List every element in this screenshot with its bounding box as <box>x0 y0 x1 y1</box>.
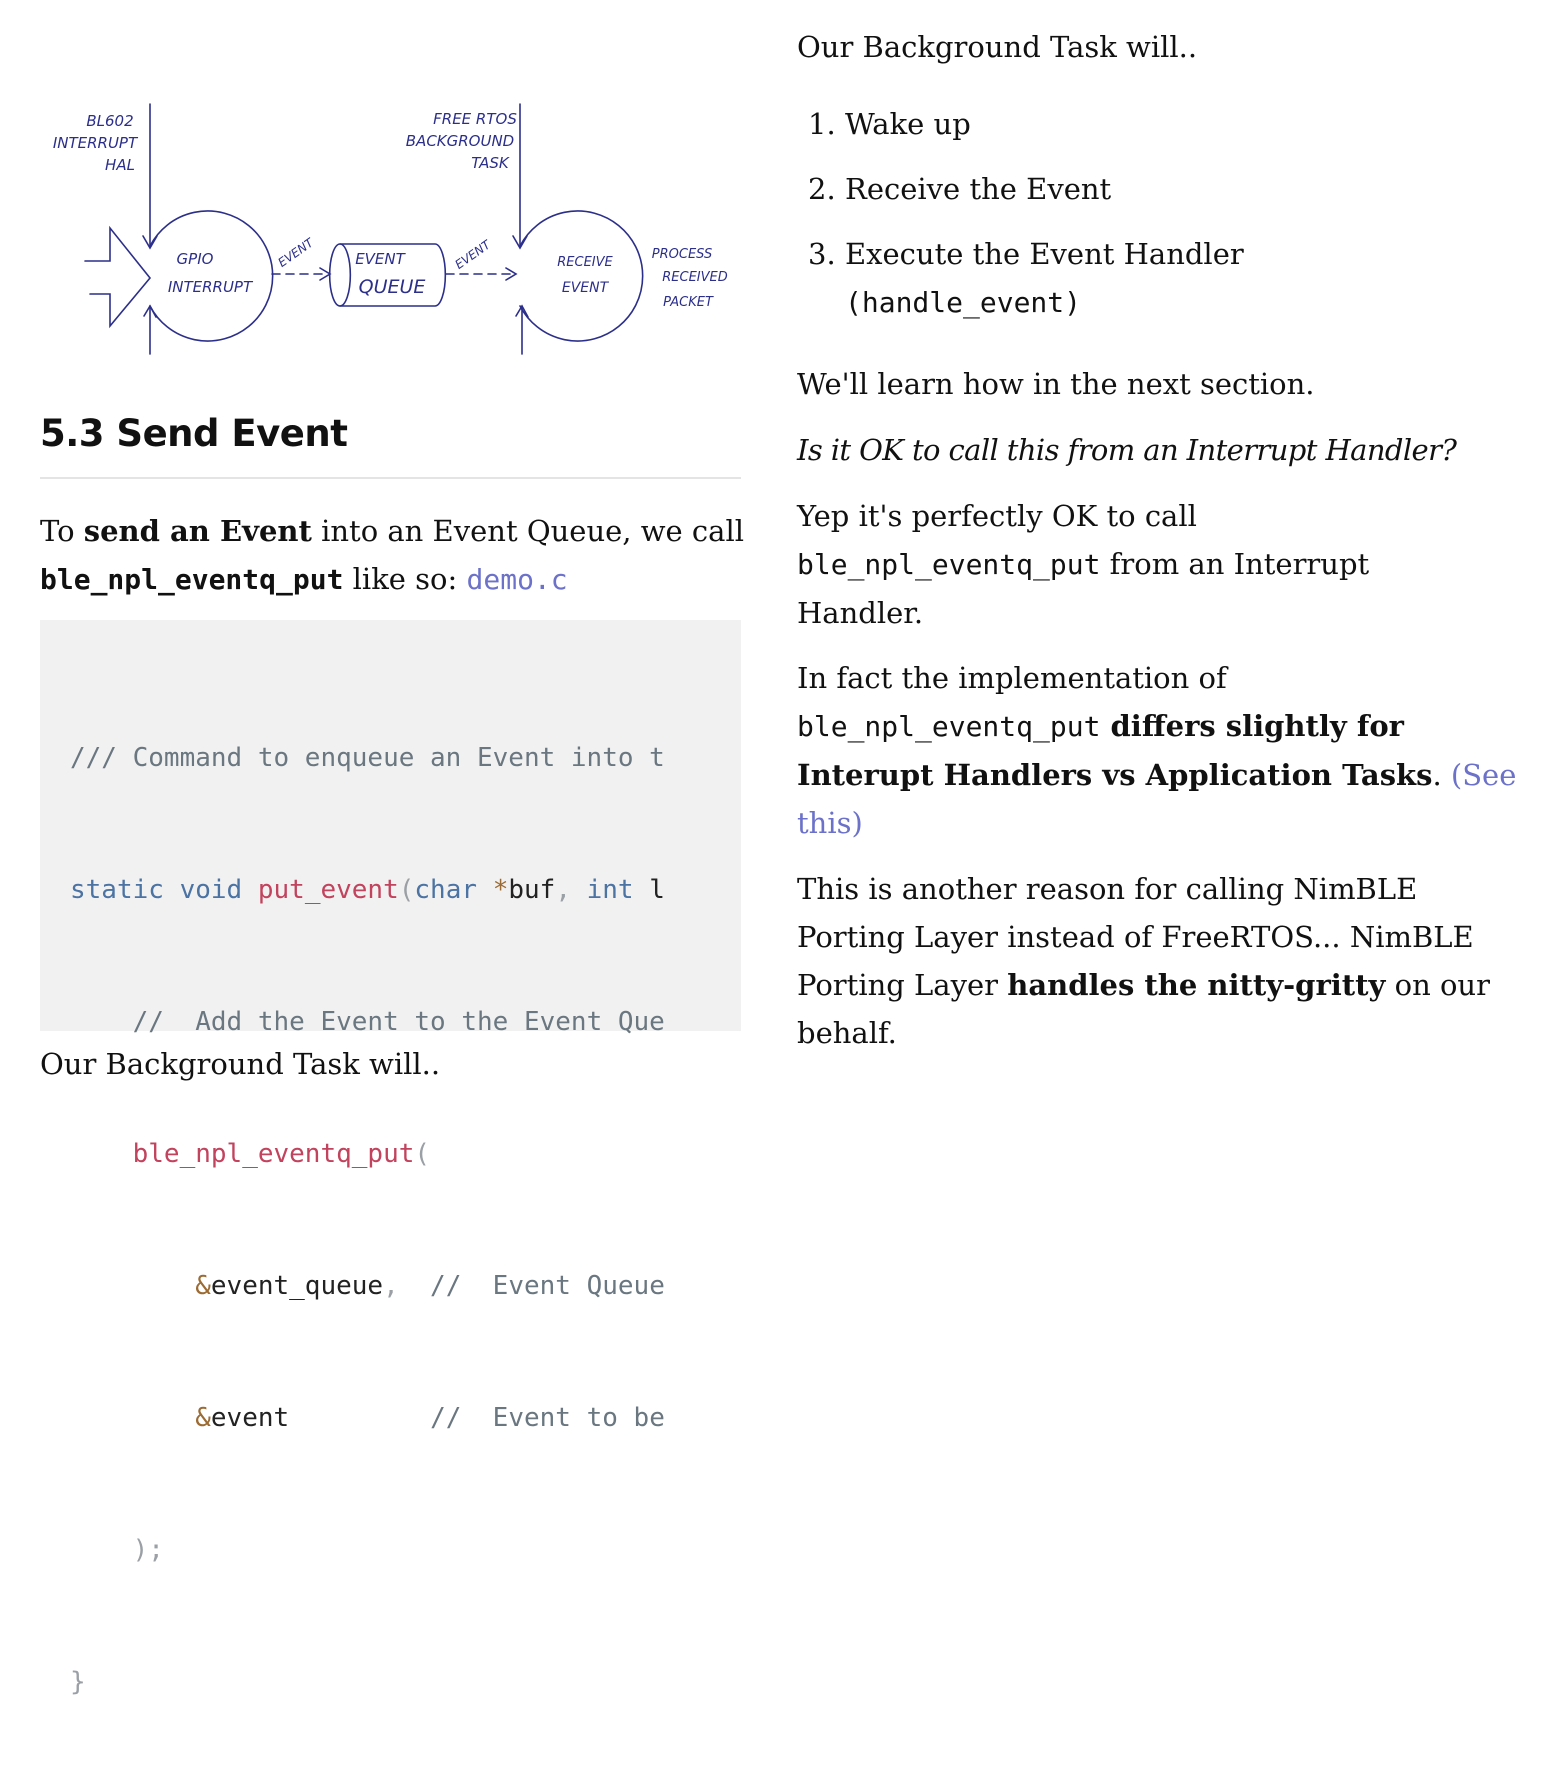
next-section-note: We'll learn how in the next section. <box>797 367 1315 401</box>
see-this-link[interactable]: (See <box>1450 758 1517 792</box>
label-event-2: EVENT <box>452 237 493 272</box>
label-receive-event: EVENT <box>561 280 609 296</box>
list-item: 2. Receive the Event <box>808 172 1112 206</box>
demo-c-link[interactable]: demo.c <box>466 563 568 596</box>
code-line: ); <box>132 1535 164 1565</box>
see-this-link-cont[interactable]: this) <box>797 806 863 840</box>
code-line: /// Command to enqueue an Event into t <box>70 743 665 773</box>
label-task: TASK <box>471 154 509 172</box>
answer-code: ble_npl_eventq_put <box>797 548 1101 581</box>
implementation-paragraph: In fact the implementation of ble_npl_eventq_put differs slightly for Interupt Handlers vs Application Tasks. (See this) <box>797 661 1517 840</box>
label-background: BACKGROUND <box>405 132 515 150</box>
label-received: RECEIVED <box>662 270 728 285</box>
code-line: } <box>70 1667 86 1697</box>
label-event-1: EVENT <box>275 235 316 270</box>
label-queue: QUEUE <box>358 276 426 298</box>
label-receive: RECEIVE <box>557 255 613 270</box>
intro-code: ble_npl_eventq_put <box>40 563 344 596</box>
step-list <box>808 100 1244 344</box>
code-line: &event_queue, // Event Queue <box>195 1271 665 1301</box>
interrupt-question: Is it OK to call this from an Interrupt Handler? <box>797 433 1457 467</box>
intro-bold: send an Event <box>83 514 312 548</box>
label-interrupt: INTERRUPT <box>52 134 138 152</box>
code-line: // Add the Event to the Event Que <box>132 1007 665 1037</box>
gpio-circle <box>150 211 273 341</box>
cutoff-text: Our Background Task will.. <box>40 1047 441 1081</box>
label-freertos: FREE RTOS <box>433 110 517 128</box>
code-line: &event // Event to be <box>195 1403 665 1433</box>
list-item: 3. Execute the Event Handler (handle_event) <box>808 237 1244 319</box>
list-item: 1. Wake up <box>808 107 971 141</box>
label-process: PROCESS <box>651 247 713 262</box>
event-queue-diagram <box>40 96 740 366</box>
label-gpio: GPIO <box>176 250 214 268</box>
heading-divider <box>40 477 741 479</box>
label-queue-event: EVENT <box>355 250 405 268</box>
code-line: ble_npl_eventq_put( <box>132 1139 431 1169</box>
receive-circle <box>520 211 643 341</box>
nitty-gritty-bold: handles the nitty-gritty <box>1007 968 1386 1002</box>
label-gpio-interrupt: INTERRUPT <box>167 278 253 296</box>
nimble-paragraph: This is another reason for calling NimBLE Porting Layer instead of FreeRTOS... NimBLE Porting Layer handles the nitty-gritty on our behalf. <box>797 872 1490 1050</box>
input-arrow <box>85 228 150 326</box>
handle-event-code: (handle_event) <box>845 286 1082 319</box>
right-intro: Our Background Task will.. <box>797 30 1198 64</box>
section-heading: 5.3 Send Event <box>40 412 348 455</box>
intro-paragraph: To send an Event into an Event Queue, we call ble_npl_eventq_put like so: demo.c <box>40 514 745 596</box>
label-hal: HAL <box>105 156 135 174</box>
answer-paragraph: Yep it's perfectly OK to call ble_npl_eventq_put from an Interrupt Handler. <box>797 499 1370 630</box>
label-bl602: BL602 <box>86 112 134 130</box>
implementation-code: ble_npl_eventq_put <box>797 710 1101 743</box>
code-line: static void put_event(char *buf, int l <box>70 875 665 905</box>
label-packet: PACKET <box>663 295 713 310</box>
